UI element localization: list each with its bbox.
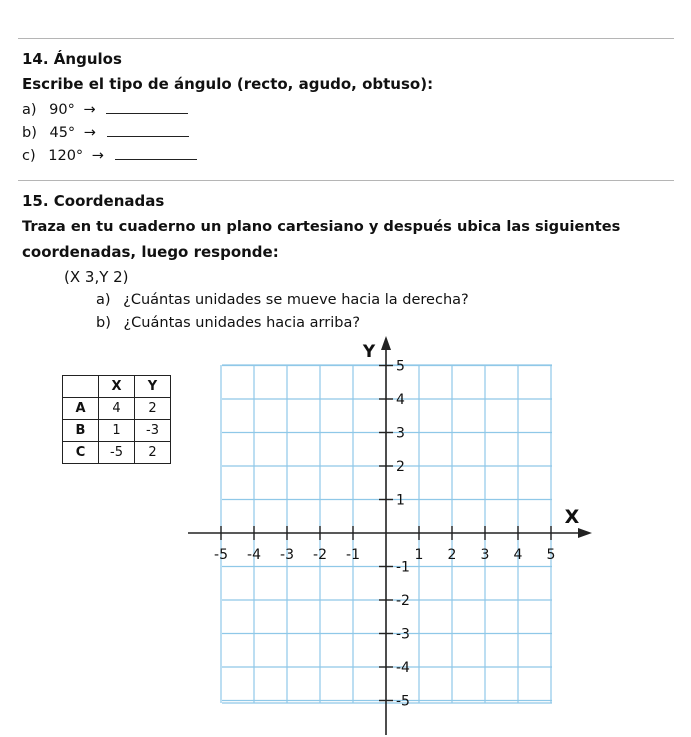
x-tick-label: 3 <box>480 547 490 563</box>
y-tick-label: 3 <box>396 425 405 442</box>
y-axis-arrow-icon <box>381 336 391 350</box>
question-text: ¿Cuántas unidades se mueve hacia la derecha? <box>123 292 469 308</box>
table-header-cell: X <box>99 376 135 398</box>
x-tick-label: 1 <box>414 547 424 563</box>
x-tick-label: 4 <box>513 547 523 563</box>
coordinate-point: (X 3,Y 2) <box>64 268 129 286</box>
angle-value: 120° <box>48 148 84 164</box>
section-14-title: 14. Ángulos <box>22 50 122 68</box>
cell-x: 4 <box>99 398 135 420</box>
y-tick-label: 2 <box>396 459 405 475</box>
cell-y: -3 <box>135 420 171 442</box>
y-tick-label: -4 <box>396 660 410 676</box>
y-tick-label: -1 <box>396 559 410 576</box>
item-label: a) <box>22 102 37 118</box>
item-label: b) <box>22 125 37 141</box>
x-axis-arrow-icon <box>578 528 592 538</box>
x-tick-label: -2 <box>313 547 327 563</box>
angle-value: 90° <box>49 102 75 118</box>
table-header-cell: Y <box>135 376 171 398</box>
section-15-instruction-line2: coordenadas, luego responde: <box>22 243 279 261</box>
angle-value: 45° <box>49 125 76 141</box>
cell-x: -5 <box>99 442 135 464</box>
section-15-instruction-line1: Traza en tu cuaderno un plano cartesiano y después ubica las siguientes <box>22 218 621 235</box>
row-name: C <box>63 442 99 464</box>
x-tick-label: -3 <box>280 547 294 563</box>
arrow-icon: → <box>83 102 96 118</box>
y-tick-label: -5 <box>396 693 410 710</box>
y-tick-label: -3 <box>396 626 410 643</box>
y-tick-label: -2 <box>396 593 410 609</box>
item-label: c) <box>22 148 36 164</box>
section-14-instruction: Escribe el tipo de ángulo (recto, agudo, obtuso): <box>22 75 434 93</box>
cell-x: 1 <box>99 420 135 442</box>
y-tick-label: 5 <box>396 358 405 375</box>
x-tick-label: -1 <box>346 547 360 563</box>
question-label: a) <box>96 292 111 308</box>
section-15-title: 15. Coordenadas <box>22 192 165 210</box>
question-text: ¿Cuántas unidades hacia arriba? <box>123 315 361 331</box>
x-tick-label: 5 <box>546 547 556 563</box>
x-tick-label: 2 <box>447 547 457 563</box>
x-tick-label: -4 <box>247 547 261 563</box>
y-axis-label: Y <box>362 342 376 362</box>
x-axis-label: X <box>564 506 580 528</box>
x-tick-label: -5 <box>214 547 228 563</box>
row-name: B <box>63 420 99 442</box>
y-tick-label: 1 <box>396 492 405 509</box>
y-tick-label: 4 <box>396 392 405 408</box>
cell-y: 2 <box>135 398 171 420</box>
arrow-icon: → <box>83 125 96 141</box>
cell-y: 2 <box>135 442 171 464</box>
question-label: b) <box>96 315 111 331</box>
arrow-icon: → <box>91 148 104 164</box>
row-name: A <box>63 398 99 420</box>
